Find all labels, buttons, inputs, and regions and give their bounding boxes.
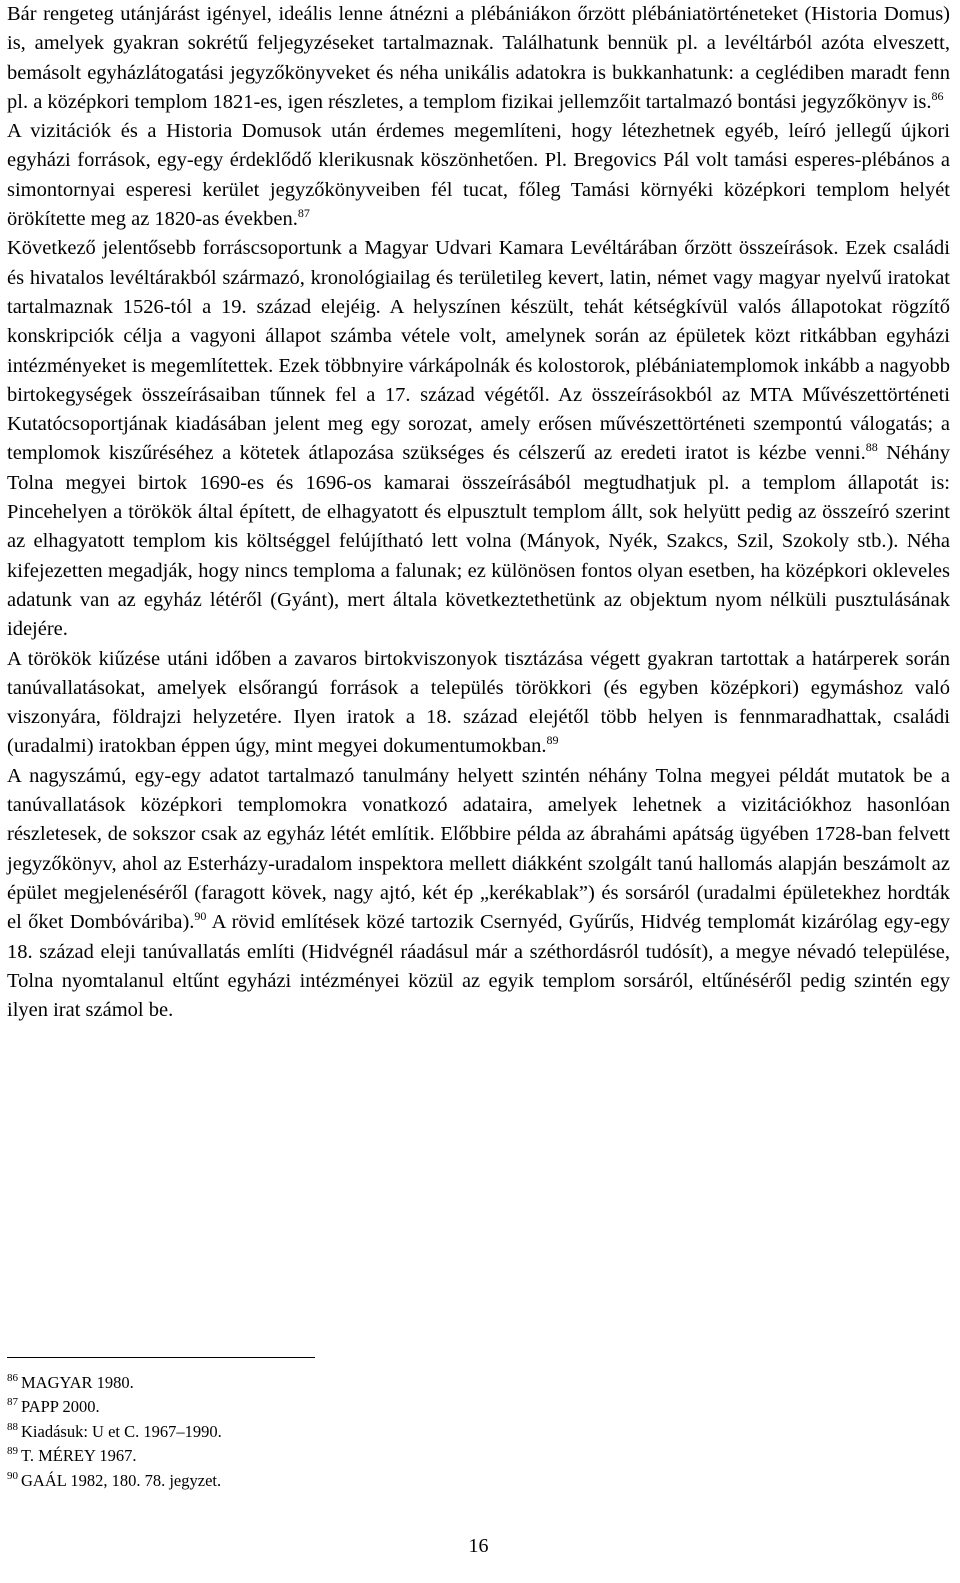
footnote-ref: 89: [546, 733, 559, 748]
paragraph-1: [7, 0, 950, 117]
footnote-ref: 87: [297, 206, 310, 221]
footnote-number: 88: [7, 1420, 18, 1433]
paragraph-text: A törökök kiűzése utáni időben a zavaros birtokviszonyok tisztázása végett gyakran tartottak a határperek során tanúvallatásokat, amelyek elsőrangú források a település törökkori (és egyben középkori) egymáshoz való viszonyára, földrajzi helyzetére. Ilyen iratok a 18. század elejétől több helyen is fennmaradhattak, családi (uradalmi) iratokban éppen úgy, mint megyei dokumentumokban.: [7, 647, 950, 758]
footnote-ref: 88: [865, 440, 878, 455]
body-text: [7, 0, 950, 1025]
paragraph-text: Következő jelentősebb forráscsoportunk a Magyar Udvari Kamara Levéltárában őrzött összeírások. Ezek családi és hivatalos levéltárakból származó, kronológiailag és területileg kevert, latin, német vagy magyar nyelvű iratokat tartalmaznak 1526-tól a 19. század elejéig. A helyszínen készült, tehát kétségkívül valós állapotokat rögzítő konskripciók célja a vagyoni állapot számba vétele volt, amelynek során az épületek közt ritkábban egyházi intézményeket is megemlítettek. Ezek többnyire várkápolnák és kolostorok, plébániatemplomok inkább a nagyobb birtokegységek összeírásaiban tűnnek fel a 17. század végétől. Az összeírásokból az MTA Művészettörténeti Kutatócsoportjának kiadásában jelent meg egy sorozat, amely erősen művészettörténeti szempontú válogatás; a templomok kiszűréséhez a kötetek átlapozása szükséges és célszerű az eredeti iratot is kézbe venni.: [7, 237, 950, 465]
paragraph-4: [7, 645, 950, 762]
paragraph-text: Néhány Tolna megyei birtok 1690-es és 1696-os kamarai összeírásából megtudhatjuk pl. a templom állapotát is: Pincehelyen a törökök által épített, de elhagyatott és elpusztult templom állt, sok helyütt pedig az összeíró szerint az elhagyatott templom kis költséggel felújítható lett volna (Mányok, Nyék, Szakcs, Szil, Szokoly stb.). Néha kifejezetten megadják, hogy nincs temploma a falunak; ez különösen fontos olyan esetben, ha középkori okleveles adatunk van az egyház létéről (Gyánt), mert általa következtethetünk az objektum nyom nélküli pusztulásának idejére.: [7, 442, 950, 641]
footnote-text: MAGYAR 1980.: [21, 1373, 134, 1392]
footnote-text: Kiadásuk: U et C. 1967–1990.: [21, 1421, 222, 1441]
footnote-text: PAPP 2000.: [21, 1397, 100, 1417]
paragraph-5: [7, 762, 950, 1026]
footnote-number: 87: [7, 1396, 18, 1409]
paragraph-text: A rövid említések közé tartozik Csernyéd, Gyűrűs, Hidvég templomát kizárólag egy-egy 18. század eleji tanúvallatás említi (Hidvégnél ráadásul már a széthordásról tudósít), a megye névadó települése, Tolna nyomtalanul eltűnt egyházi intézményei közül az egyik templom sorsáról, eltűnéséről pedig szintén egy ilyen irat számol be.: [7, 911, 951, 1022]
document-page: [7, 0, 950, 1583]
footnote-number: 90: [7, 1469, 18, 1482]
paragraph-text: A vizitációk és a Historia Domusok után érdemes megemlíteni, hogy létezhetnek egyéb, leíró jellegű újkori egyházi források, egy-egy érdeklődő klerikusnak köszönhetően. Pl. Bregovics Pál volt tamási esperes-plébános a simontornyai esperesi kerület jegyzőkönyveiben fél tucat, főleg Tamási környéki középkori templom helyét örökítette meg az 1820-as években.: [7, 120, 950, 231]
footnote-text: GAÁL 1982, 180. 78. jegyzet.: [21, 1470, 222, 1490]
footnote-item: [7, 1371, 222, 1395]
footnote-number: 86: [7, 1372, 18, 1384]
footnote-number: 89: [7, 1445, 18, 1458]
page-number: 16: [468, 1535, 489, 1557]
paragraph-3: [7, 234, 950, 644]
footnote-item: [7, 1395, 222, 1419]
paragraph-2: [7, 117, 950, 234]
footnote-text: T. MÉREY 1967.: [21, 1446, 137, 1466]
footnote-ref: 86: [931, 88, 944, 103]
footnote-item: [7, 1469, 222, 1493]
paragraph-text: Bár rengeteg utánjárást igényel, ideális lenne átnézni a plébániákon őrzött plébániatörténeteket (Historia Domus) is, amelyek gyakran sokrétű feljegyzéseket tartalmaznak. Találhatunk bennük pl. a levéltárból azóta elveszett, bemásolt egyházlátogatási jegyzőkönyveket és néha unikális adatokra is bukkanhatunk: a ceglédiben maradt fenn pl. a középkori templom 1821-es, igen részletes, a templom fizikai jellemzőit tartalmazó bontási jegyzőkönyv is.: [7, 3, 950, 113]
footnotes: [7, 1371, 222, 1493]
footnote-item: [7, 1420, 222, 1444]
footnote-item: [7, 1444, 222, 1468]
paragraph-text: A nagyszámú, egy-egy adatot tartalmazó tanulmány helyett szintén néhány Tolna megyei példát mutatok be a tanúvallatások középkori templomokra vonatkozó adataira, amelyek lehetnek a vizitációkhoz hasonlóan részletesek, de sokszor csak az egyház létét említik. Előbbire példa az ábrahámi apátság ügyében 1728-ban felvett jegyzőkönyv, ahol az Esterházy-uradalom inspektora mellett diákként szolgált tanú hallomás alapján beszámolt az épület megjelenéséről (faragott kövek, nagy ajtó, két ép „kerékablak”) és sorsáról (uradalmi épületekhez hordták el őket Dombóváriba).: [7, 764, 950, 934]
footnote-separator: [7, 1357, 315, 1358]
footnote-ref: 90: [194, 909, 207, 924]
